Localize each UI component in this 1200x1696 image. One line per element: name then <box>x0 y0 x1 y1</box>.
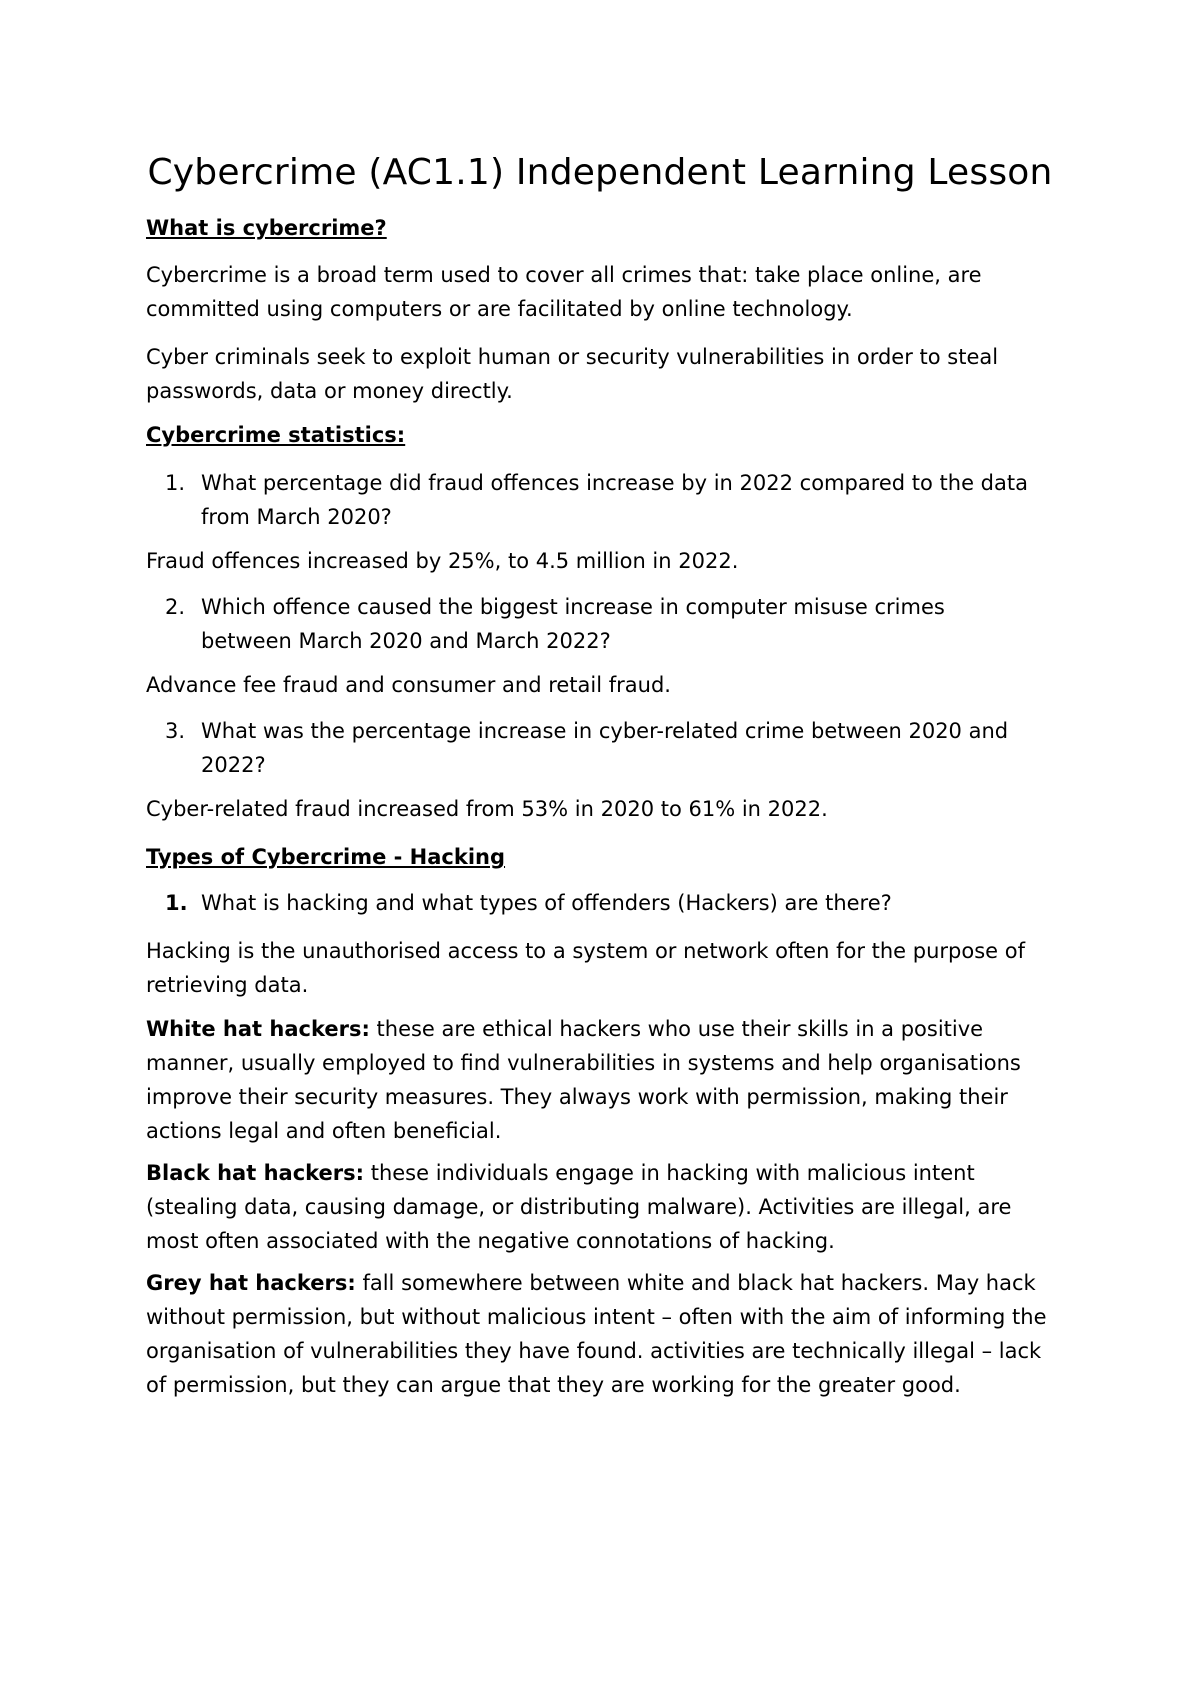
black-hat-text: these individuals engage in hacking with malicious intent (stealing data, causing damage, or distributing malware). Activities are illegal, are most often associated with the negative connotations of hacking. <box>146 1161 1012 1253</box>
answer-text-1: Fraud offences increased by 25%, to 4.5 million in 2022. <box>146 549 739 573</box>
question-number: 2. <box>165 595 186 619</box>
answer-text-2: Advance fee fraud and consumer and retail fraud. <box>146 673 671 697</box>
question-item-hacking <box>109 886 1069 920</box>
question-item-1 <box>109 466 1069 536</box>
question-number: 3. <box>165 719 186 743</box>
grey-hat-text: fall somewhere between white and black hat hackers. May hack without permission, but without malicious intent – often with the aim of informing the organisation of vulnerabilities they have found. activities are technically illegal – lack of permission, but they can argue that they are working for the greater good. <box>146 1271 1047 1397</box>
grey-hat-label: Grey hat hackers: <box>146 1271 356 1295</box>
question-item-3 <box>109 714 1069 784</box>
question-item-2 <box>109 590 1069 660</box>
paragraph-grey-hat <box>146 1266 1066 1402</box>
section-heading-hacking: Types of Cybercrime - Hacking <box>146 845 506 869</box>
section-heading-what-is: What is cybercrime? <box>146 216 387 240</box>
black-hat-label: Black hat hackers: <box>146 1161 365 1185</box>
question-text: What was the percentage increase in cyber-related crime between 2020 and 2022? <box>201 719 1009 777</box>
question-text: Which offence caused the biggest increase in computer misuse crimes between March 2020 and March 2022? <box>201 595 945 653</box>
page-title: Cybercrime (AC1.1) Independent Learning Lesson <box>147 152 1053 193</box>
question-text: What is hacking and what types of offenders (Hackers) are there? <box>201 891 892 915</box>
section-heading-statistics: Cybercrime statistics: <box>146 423 406 447</box>
question-number: 1. <box>165 891 188 915</box>
white-hat-label: White hat hackers: <box>146 1017 370 1041</box>
paragraph-criminals: Cyber criminals seek to exploit human or security vulnerabilities in order to steal passwords, data or money directly. <box>146 345 999 403</box>
white-hat-text: these are ethical hackers who use their skills in a positive manner, usually employed to find vulnerabilities in systems and help organisations improve their security measures. They always work with permission, making their actions legal and often beneficial. <box>146 1017 1021 1143</box>
paragraph-black-hat <box>146 1156 1066 1258</box>
question-number: 1. <box>165 471 186 495</box>
paragraph-white-hat <box>146 1012 1066 1148</box>
answer-text-3: Cyber-related fraud increased from 53% in 2020 to 61% in 2022. <box>146 797 828 821</box>
question-text: What percentage did fraud offences increase by in 2022 compared to the data from March 2020? <box>201 471 1028 529</box>
paragraph-definition: Cybercrime is a broad term used to cover all crimes that: take place online, are committed using computers or are facilitated by online technology. <box>146 263 982 321</box>
paragraph-hacking-definition: Hacking is the unauthorised access to a system or network often for the purpose of retrieving data. <box>146 939 1026 997</box>
